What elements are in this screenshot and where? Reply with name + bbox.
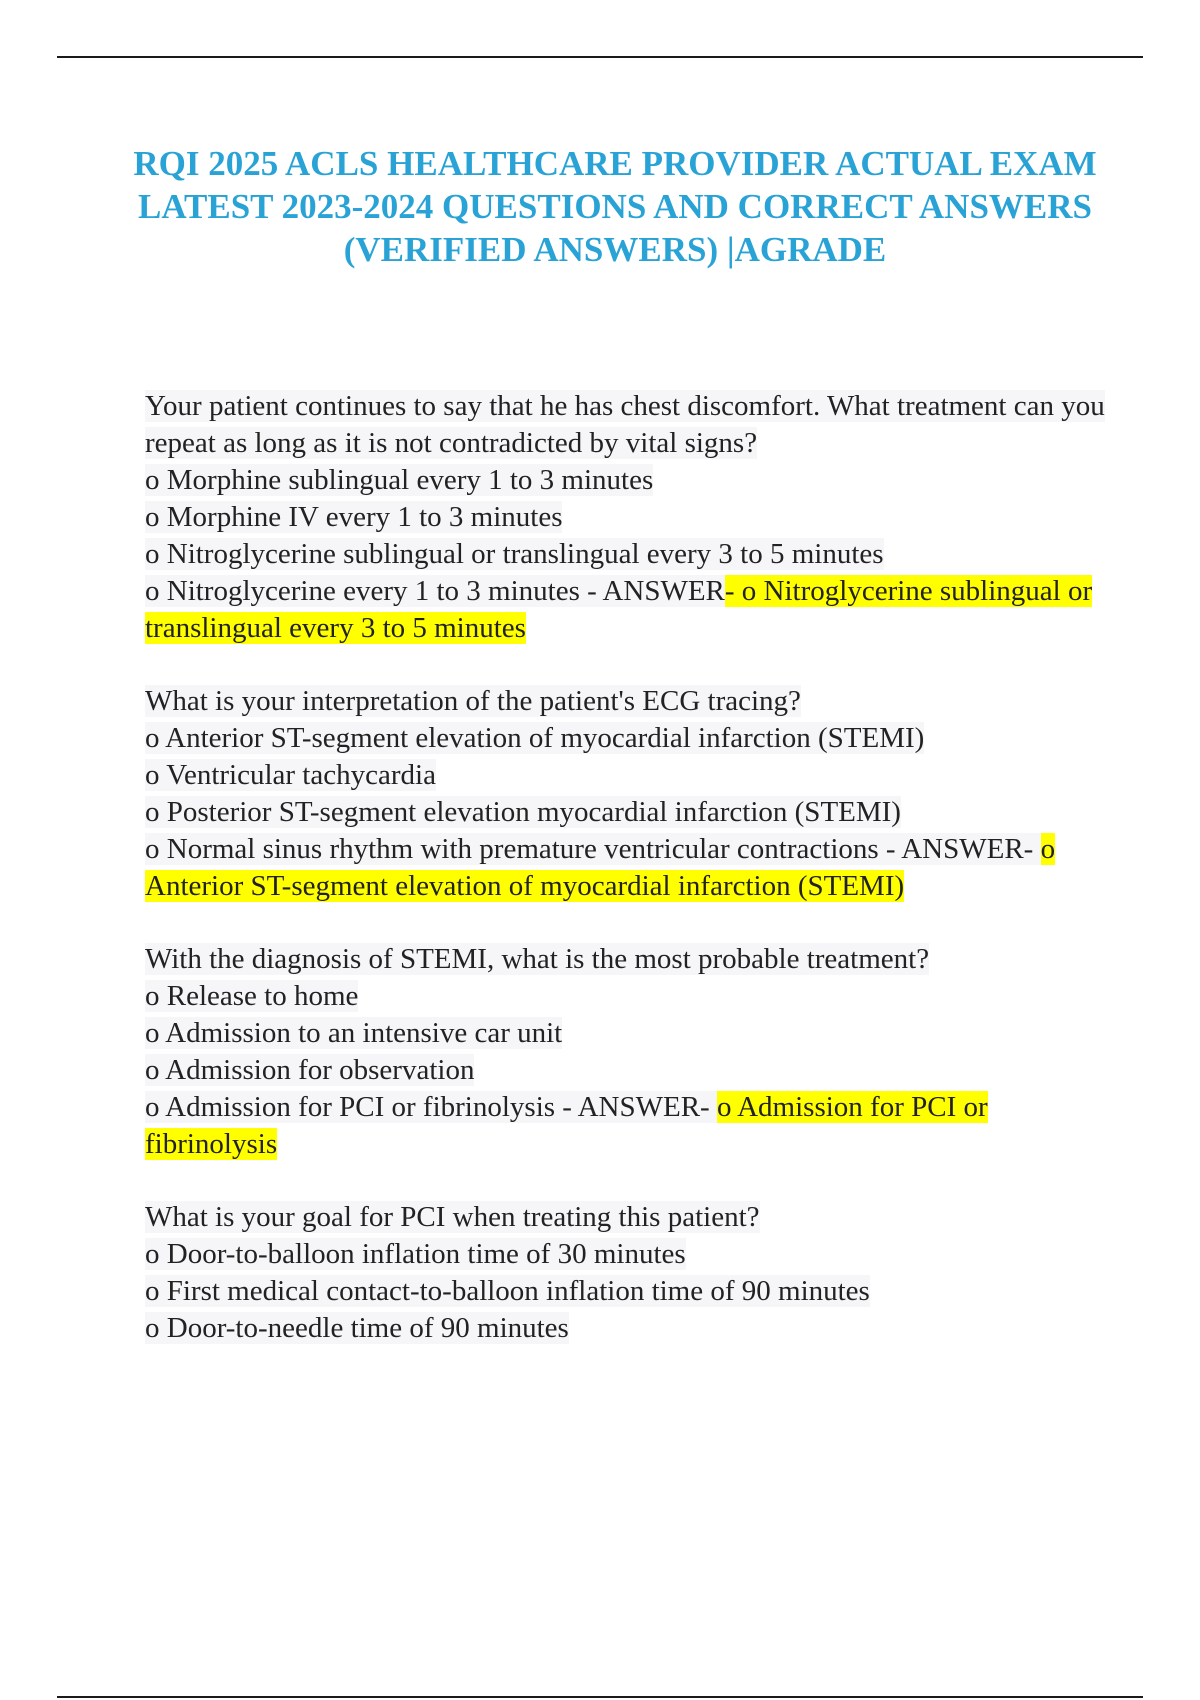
option: o Admission to an intensive car unit	[145, 1017, 563, 1049]
option: o Release to home	[145, 980, 359, 1012]
highlighted-answer: o Anterior ST-segment elevation of myocardial infarction (STEMI)	[145, 833, 1056, 902]
option-with-answer-label: o Nitroglycerine every 1 to 3 minutes - ANSWER	[145, 575, 725, 607]
highlighted-answer: - o Nitroglycerine sublingual or translingual every 3 to 5 minutes	[145, 575, 1093, 644]
question-text: Your patient continues to say that he has chest discomfort. What treatment can you repeat as long as it is not contradicted by vital signs?	[145, 390, 1105, 459]
option: o Morphine sublingual every 1 to 3 minutes	[145, 464, 654, 496]
option: o First medical contact-to-balloon inflation time of 90 minutes	[145, 1275, 870, 1307]
option: o Morphine IV every 1 to 3 minutes	[145, 501, 563, 533]
option: o Door-to-balloon inflation time of 30 minutes	[145, 1238, 686, 1270]
qa-content	[145, 388, 1105, 1383]
bottom-rule	[57, 1696, 1143, 1698]
qa-item-3	[145, 941, 1105, 1163]
highlighted-answer: o Admission for PCI or fibrinolysis	[145, 1091, 988, 1160]
option: o Anterior ST-segment elevation of myocardial infarction (STEMI)	[145, 722, 925, 754]
qa-item-2	[145, 683, 1105, 905]
top-rule	[57, 56, 1143, 58]
question-text: What is your goal for PCI when treating this patient?	[145, 1201, 760, 1233]
option: o Door-to-needle time of 90 minutes	[145, 1312, 569, 1344]
option: o Nitroglycerine sublingual or translingual every 3 to 5 minutes	[145, 538, 884, 570]
option: o Admission for observation	[145, 1054, 475, 1086]
option: o Posterior ST-segment elevation myocardial infarction (STEMI)	[145, 796, 901, 828]
option-with-answer-label: o Admission for PCI or fibrinolysis - ANSWER-	[145, 1091, 717, 1123]
document-title: RQI 2025 ACLS HEALTHCARE PROVIDER ACTUAL EXAM LATEST 2023-2024 QUESTIONS AND CORRECT ANSWERS (VERIFIED ANSWERS) |AGRADE	[133, 144, 1097, 269]
qa-item-1	[145, 388, 1105, 647]
option-with-answer-label: o Normal sinus rhythm with premature ventricular contractions - ANSWER-	[145, 833, 1041, 865]
question-text: What is your interpretation of the patient's ECG tracing?	[145, 685, 801, 717]
option: o Ventricular tachycardia	[145, 759, 436, 791]
qa-item-4	[145, 1199, 1105, 1347]
question-text: With the diagnosis of STEMI, what is the most probable treatment?	[145, 943, 930, 975]
